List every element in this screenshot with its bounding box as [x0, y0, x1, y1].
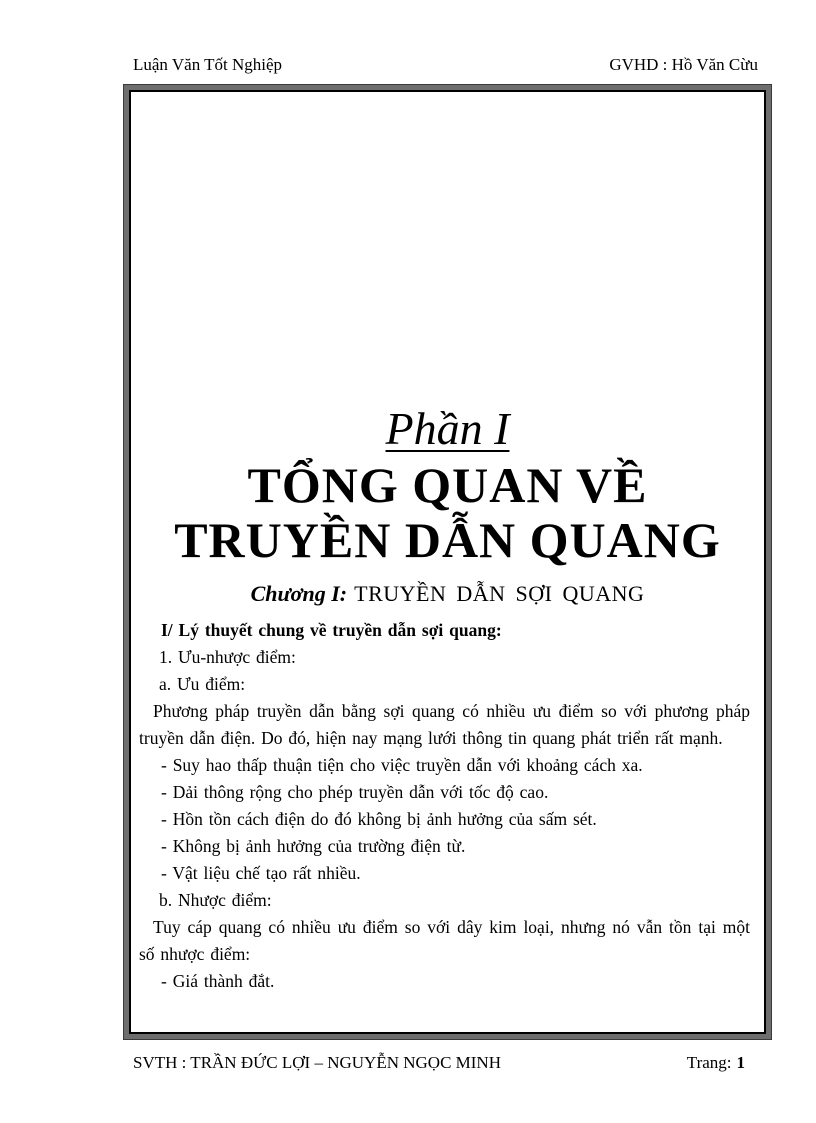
header-right-text: GVHD : Hồ Văn Cừu [609, 55, 758, 74]
part-title-text: Phần I [385, 403, 510, 454]
top-spacer [131, 92, 764, 402]
chapter-title: TRUYỀN DẪN SỢI QUANG [354, 581, 645, 606]
chapter-label: Chương I: [250, 581, 348, 606]
numbered-item: 1. Ưu-nhược điểm: [159, 647, 296, 667]
document-body [131, 617, 764, 995]
page-label: Trang: [686, 1053, 732, 1072]
dash-item: - Hồn tồn cách điện do đó không bị ảnh hưởng của sấm sét. [161, 809, 597, 829]
lettered-item: a. Ưu điểm: [159, 674, 246, 694]
main-title-line1: TỔNG QUAN VỀ [247, 457, 648, 513]
page-header [133, 54, 758, 76]
footer-left-text: SVTH : TRẦN ĐỨC LỢI – NGUYỄN NGỌC MINH [133, 1053, 501, 1072]
dash-item: - Suy hao thấp thuận tiện cho việc truyền dẫn với khoảng cách xa. [161, 755, 643, 775]
page-number: 1 [736, 1053, 745, 1072]
lettered-item: b. Nhược điểm: [159, 890, 272, 910]
header-left-text: Luận Văn Tốt Nghiệp [133, 55, 283, 74]
page-footer [133, 1052, 745, 1074]
dash-item: - Không bị ảnh hưởng của trường điện từ. [161, 836, 466, 856]
part-title [131, 402, 764, 456]
paragraph: Phương pháp truyền dẫn bằng sợi quang có nhiều ưu điểm so với phương pháp truyền dẫn điện. Do đó, hiện nay mạng lưới thông tin quang phát triển rất mạnh. [139, 701, 750, 748]
main-title-line2: TRUYỀN DẪN QUANG [174, 512, 721, 568]
dash-item: - Vật liệu chế tạo rất nhiều. [161, 863, 361, 883]
content-frame-border [123, 84, 772, 1040]
dash-item: - Dải thông rộng cho phép truyền dẫn với tốc độ cao. [161, 782, 549, 802]
chapter-heading [131, 580, 764, 608]
section-heading: I/ Lý thuyết chung về truyền dẫn sợi quang: [161, 620, 502, 640]
content-frame [129, 90, 766, 1034]
dash-item: - Giá thành đắt. [161, 971, 275, 991]
footer-page-indicator [687, 1052, 745, 1074]
paragraph: Tuy cáp quang có nhiều ưu điểm so với dây kim loại, nhưng nó vẫn tồn tại một số nhược điểm: [139, 917, 750, 964]
main-title [131, 458, 764, 568]
